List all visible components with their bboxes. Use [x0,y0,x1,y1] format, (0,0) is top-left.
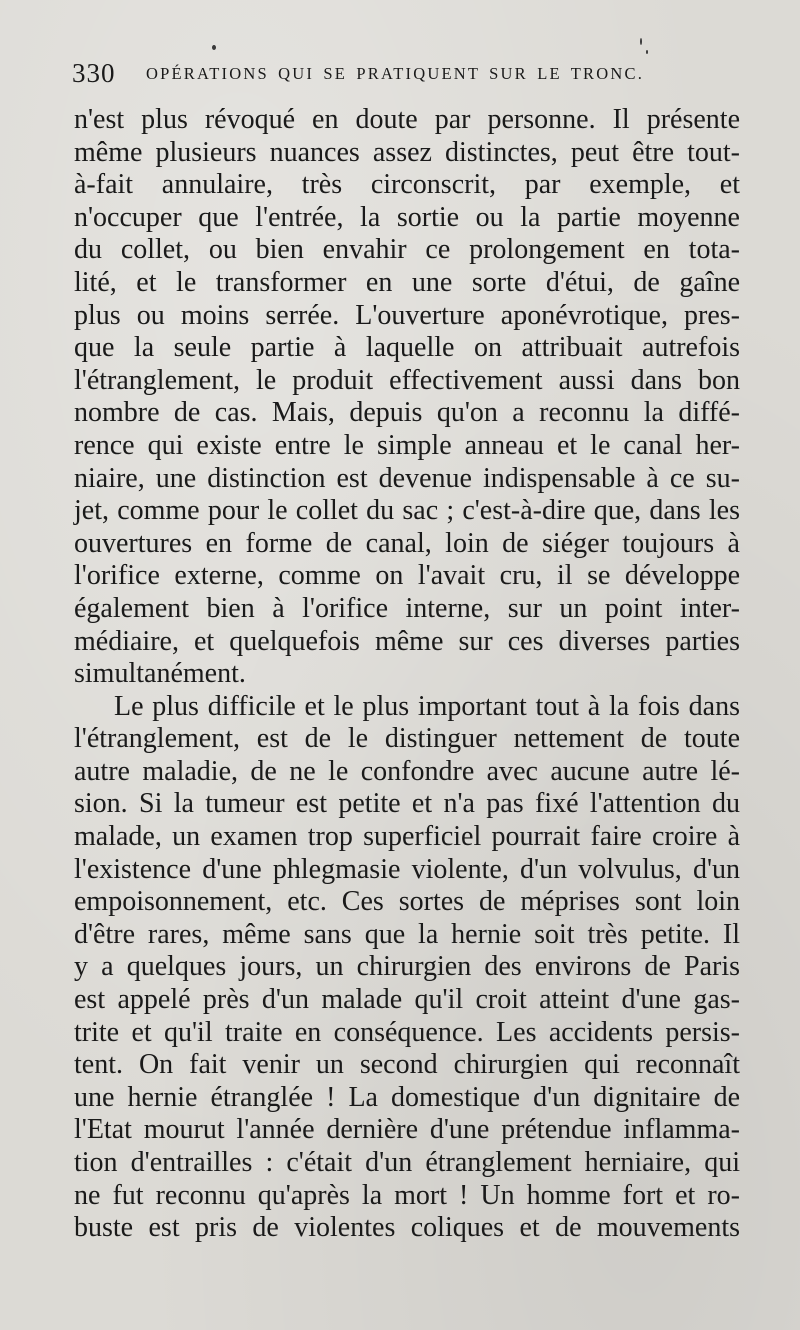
text-line: l'Etat mourut l'année dernière d'une prétendue inflamma- [74,1114,740,1146]
text-line: l'orifice externe, comme on l'avait cru, il se développe [74,560,740,592]
page-number: 330 [72,58,116,88]
text-line: est appelé près d'un malade qu'il croit atteint d'une gas- [74,984,740,1016]
ink-speck [212,45,216,50]
text-line: plus ou moins serrée. L'ouverture aponévrotique, pres- [74,299,740,331]
text-line: l'étranglement, le produit effectivement aussi dans bon [74,364,740,396]
text-line: l'étranglement, est de le distinguer nettement de toute [74,723,740,755]
paragraph-1 [74,104,740,691]
ink-speck [646,50,648,54]
text-line: même plusieurs nuances assez distinctes, peut être tout- [74,136,740,168]
text-line: n'occuper que l'entrée, la sortie ou la partie moyenne [74,201,740,233]
text-line: trite et qu'il traite en conséquence. Les accidents persis- [74,1016,740,1048]
text-line: rence qui existe entre le simple anneau et le canal her- [74,429,740,461]
text-line: lité, et le transformer en une sorte d'étui, de gaîne [74,266,740,298]
text-line: sion. Si la tumeur est petite et n'a pas fixé l'attention du [74,788,740,820]
text-line: malade, un examen trop superficiel pourrait faire croire à [74,821,740,853]
text-line: l'existence d'une phlegmasie violente, d'un volvulus, d'un [74,853,740,885]
text-line: buste est pris de violentes coliques et de mouvements [74,1212,740,1244]
text-line: empoisonnement, etc. Ces sortes de méprises sont loin [74,886,740,918]
text-line: tion d'entrailles : c'était d'un étranglement herniaire, qui [74,1147,740,1178]
text-line: y a quelques jours, un chirurgien des environs de Paris [74,951,740,983]
text-line: n'est plus révoqué en doute par personne. Il présente [74,104,740,135]
text-line: ouvertures en forme de canal, loin de siéger toujours à [74,527,740,559]
text-line: nombre de cas. Mais, depuis qu'on a reconnu la diffé- [74,397,740,429]
text-line: autre maladie, de ne le confondre avec aucune autre lé- [74,755,740,787]
text-line: tent. On fait venir un second chirurgien qui reconnaît [74,1049,740,1081]
text-line: que la seule partie à laquelle on attribuait autrefois [74,332,740,364]
paragraph-2 [74,691,740,1245]
text-line: une hernie étranglée ! La domestique d'un dignitaire de [74,1081,740,1113]
text-line: médiaire, et quelquefois même sur ces diverses parties [74,625,740,657]
text-line: niaire, une distinction est devenue indispensable à ce su- [74,462,740,494]
text-line: d'être rares, même sans que la hernie soit très petite. Il [74,918,740,950]
text-line: jet, comme pour le collet du sac ; c'est-à-dire que, dans les [74,495,740,527]
text-line: ne fut reconnu qu'après la mort ! Un homme fort et ro- [74,1179,740,1211]
body-text [74,104,740,1245]
page-header [72,58,772,92]
text-line: simultanément. [74,658,246,690]
running-head: OPÉRATIONS QUI SE PRATIQUENT SUR LE TRONC. [146,64,645,83]
text-line: également bien à l'orifice interne, sur un point inter- [74,592,740,624]
text-line: Le plus difficile et le plus important tout à la fois dans [114,690,740,722]
text-line: du collet, ou bien envahir ce prolongement en tota- [74,234,740,266]
ink-speck [640,38,642,45]
text-line: à-fait annulaire, très circonscrit, par exemple, et [74,169,740,201]
